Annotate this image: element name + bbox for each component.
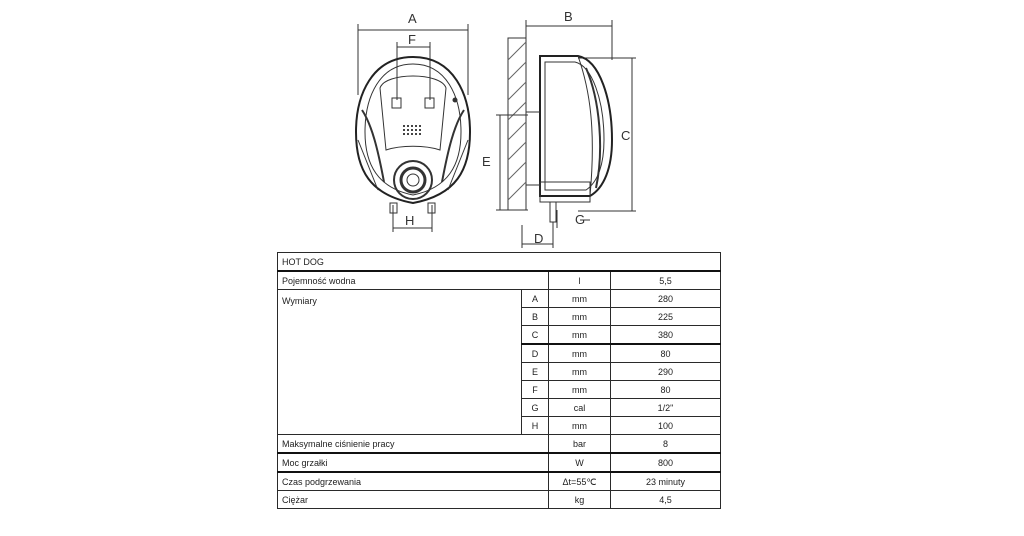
dim-value: 100 bbox=[611, 417, 721, 435]
dim-value: 1/2" bbox=[611, 399, 721, 417]
row-label: Maksymalne ciśnienie pracy bbox=[278, 435, 549, 454]
dim-unit: cal bbox=[549, 399, 611, 417]
table-row bbox=[278, 472, 721, 491]
row-value: 800 bbox=[611, 453, 721, 472]
row-unit: bar bbox=[549, 435, 611, 454]
dim-key: C bbox=[522, 326, 549, 345]
dim-label-b: B bbox=[564, 9, 573, 24]
table-row bbox=[278, 435, 721, 454]
dim-unit: mm bbox=[549, 417, 611, 435]
table-row bbox=[278, 453, 721, 472]
spec-table bbox=[277, 252, 721, 509]
dim-unit: mm bbox=[549, 326, 611, 345]
row-label: Moc grzałki bbox=[278, 453, 549, 472]
row-label: Czas podgrzewania bbox=[278, 472, 549, 491]
dim-label-c: C bbox=[621, 128, 631, 143]
technical-drawing bbox=[0, 0, 1024, 250]
model-title: HOT DOG bbox=[278, 253, 721, 272]
dim-value: 280 bbox=[611, 290, 721, 308]
dim-key: F bbox=[522, 381, 549, 399]
dim-unit: mm bbox=[549, 363, 611, 381]
table-row bbox=[278, 253, 721, 272]
row-unit: Δt=55℃ bbox=[549, 472, 611, 491]
dim-label-h: H bbox=[405, 213, 415, 228]
dim-key: A bbox=[522, 290, 549, 308]
dim-key: G bbox=[522, 399, 549, 417]
dim-key: E bbox=[522, 363, 549, 381]
side-view bbox=[496, 20, 636, 248]
row-unit: W bbox=[549, 453, 611, 472]
dim-label-a: A bbox=[408, 11, 417, 26]
dim-value: 290 bbox=[611, 363, 721, 381]
dim-unit: mm bbox=[549, 290, 611, 308]
front-view bbox=[356, 24, 470, 232]
table-row bbox=[278, 491, 721, 509]
row-label: Ciężar bbox=[278, 491, 549, 509]
dim-value: 80 bbox=[611, 344, 721, 363]
dim-value: 80 bbox=[611, 381, 721, 399]
row-value: 23 minuty bbox=[611, 472, 721, 491]
dim-key: B bbox=[522, 308, 549, 326]
dim-value: 225 bbox=[611, 308, 721, 326]
row-value: 8 bbox=[611, 435, 721, 454]
dim-label-f: F bbox=[408, 32, 416, 47]
dim-unit: mm bbox=[549, 381, 611, 399]
table-row bbox=[278, 271, 721, 290]
dim-label-g: G bbox=[575, 212, 586, 227]
dim-unit: mm bbox=[549, 344, 611, 363]
row-unit: kg bbox=[549, 491, 611, 509]
dim-key: D bbox=[522, 344, 549, 363]
dim-unit: mm bbox=[549, 308, 611, 326]
dim-label-e: E bbox=[482, 154, 491, 169]
dimensions-label: Wymiary bbox=[278, 290, 522, 435]
row-value: 5,5 bbox=[611, 271, 721, 290]
dim-key: H bbox=[522, 417, 549, 435]
dim-value: 380 bbox=[611, 326, 721, 345]
table-row bbox=[278, 290, 721, 308]
row-value: 4,5 bbox=[611, 491, 721, 509]
row-unit: l bbox=[549, 271, 611, 290]
row-label: Pojemność wodna bbox=[278, 271, 549, 290]
dim-label-d: D bbox=[534, 231, 544, 246]
